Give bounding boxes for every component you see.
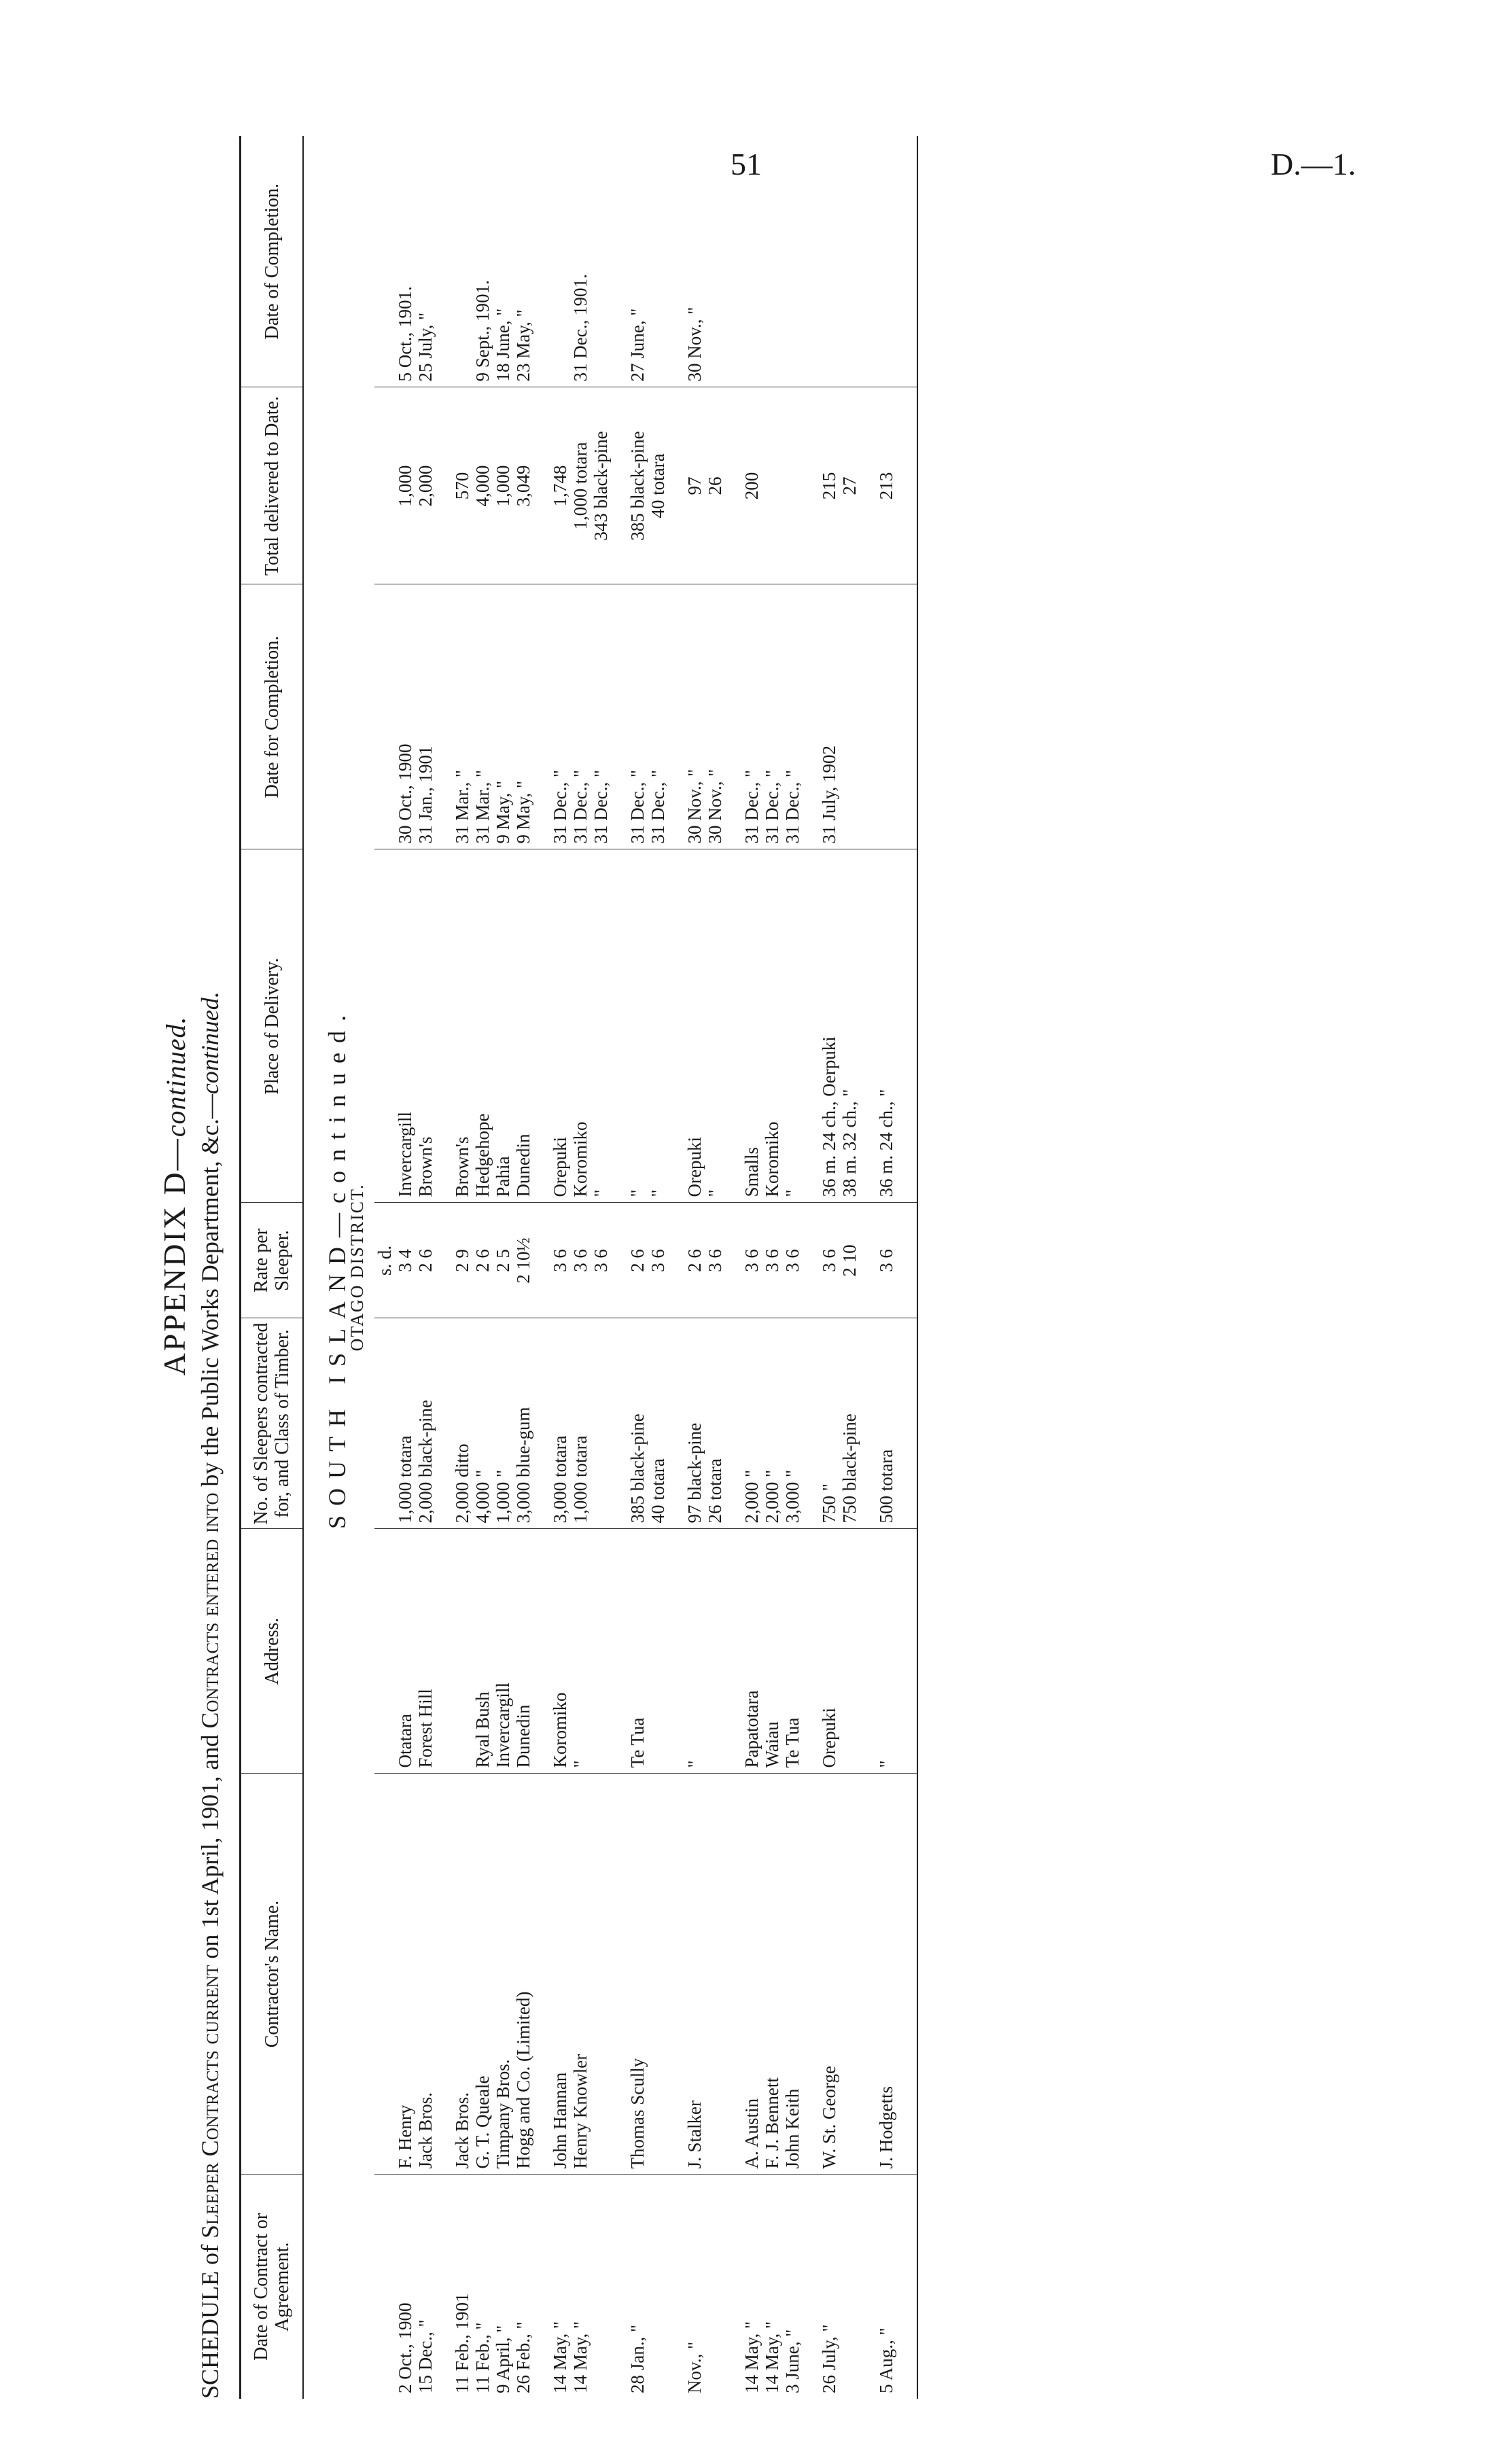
cell-total: 27	[839, 387, 860, 584]
cell-number: 4,000 "	[472, 1318, 493, 1529]
cell-completion: 9 May, "	[493, 584, 513, 849]
cell-address: Te Tua	[782, 1529, 803, 1774]
cell-place: Smalls	[725, 849, 762, 1203]
document-code: D.—1.	[1271, 147, 1356, 181]
cell-number: 2,000 "	[762, 1318, 782, 1529]
cell-place: "	[648, 849, 668, 1203]
cell-address: Papatotara	[725, 1529, 762, 1774]
cell-completion: 30 Nov., "	[705, 584, 725, 849]
cell-date: 11 Feb., 1901	[452, 2293, 472, 2393]
cell-total: 40 totara	[648, 387, 668, 584]
cell-total	[782, 387, 803, 584]
cell-completion	[860, 584, 896, 849]
table-row	[436, 136, 472, 2399]
cell-number: 385 black-pine	[611, 1318, 648, 1529]
cell-rate: 2 9	[436, 1203, 472, 1318]
cell-completion: 31 Dec., "	[725, 584, 762, 849]
cell-rate: 2 6	[611, 1203, 648, 1318]
cell-completion: 31 Dec., "	[762, 584, 782, 849]
cell-date	[591, 2175, 611, 2399]
cell-done	[860, 136, 896, 387]
cell-place: 36 m. 24 ch., "	[860, 849, 896, 1203]
table-row	[668, 136, 705, 2399]
cell-number: 1,000 totara	[570, 1318, 591, 1529]
cell-number: 97 black-pine	[668, 1318, 705, 1529]
cell-address	[591, 1529, 611, 1774]
cell-completion: 31 Dec., "	[570, 584, 591, 849]
table-row	[782, 136, 803, 2399]
cell-done	[533, 136, 570, 387]
cell-date: 3 June, "	[782, 2329, 803, 2393]
cell-place: Koromiko	[762, 849, 782, 1203]
appendix-continued: continued.	[160, 1016, 191, 1138]
cell-place: Brown's	[436, 849, 472, 1203]
cell-place: "	[782, 849, 803, 1203]
cell-rate: 3 6	[533, 1203, 570, 1318]
cell-address: "	[570, 1529, 591, 1774]
cell-address: Invercargill	[493, 1529, 513, 1774]
cell-total: 1,000	[395, 387, 415, 584]
cell-rate: 3 6	[803, 1203, 839, 1318]
cell-total: 26	[705, 387, 725, 584]
cell-date: 26 July, "	[819, 2324, 839, 2393]
cell-total: 343 black-pine	[591, 387, 611, 584]
cell-address: "	[668, 1529, 705, 1774]
cell-name: J. Hodgetts	[860, 1774, 896, 2175]
header-done: Date of Completion.	[241, 136, 304, 387]
cell-rate: 3 6	[860, 1203, 896, 1318]
cell-completion: 30 Oct., 1900	[395, 584, 415, 849]
cell-date: 28 Jan., "	[627, 2324, 648, 2393]
header-completion: Date for Completion.	[241, 584, 304, 849]
cell-rate: 2 10½	[513, 1203, 533, 1318]
cell-name: Timpany Bros.	[493, 1774, 513, 2175]
cell-number: 26 totara	[705, 1318, 725, 1529]
table-row	[803, 136, 839, 2399]
cell-date: Nov., "	[684, 2341, 705, 2393]
cell-number: 500 totara	[860, 1318, 896, 1529]
table-row	[395, 136, 415, 2399]
rotated-schedule	[156, 136, 1033, 2399]
cell-number: 3,000 blue-gum	[513, 1318, 533, 1529]
cell-date: 26 Feb., "	[513, 2321, 533, 2393]
cell-name: Henry Knowler	[570, 1774, 591, 2175]
cell-name	[591, 1774, 611, 2175]
cell-name: Jack Bros.	[436, 1774, 472, 2175]
cell-name: John Hannan	[533, 1774, 570, 2175]
cell-date	[648, 2175, 668, 2399]
table-row	[860, 136, 896, 2399]
cell-done: 5 Oct., 1901.	[395, 136, 415, 387]
cell-number: 750 black-pine	[839, 1318, 860, 1529]
cell-number: 1,000 "	[493, 1318, 513, 1529]
cell-done: 31 Dec., 1901.	[570, 136, 591, 387]
cell-address	[705, 1529, 725, 1774]
cell-name: F. J. Bennett	[762, 1774, 782, 2175]
section-row	[303, 136, 347, 2399]
cell-completion: 31 Dec., "	[782, 584, 803, 849]
appendix-title	[156, 890, 192, 1502]
cell-total: 2,000	[415, 387, 436, 584]
cell-date: 14 May, "	[762, 2321, 782, 2393]
cell-place: Invercargill	[395, 849, 415, 1203]
cell-place: Brown's	[415, 849, 436, 1203]
cell-place: "	[591, 849, 611, 1203]
table-row	[611, 136, 648, 2399]
cell-address: Ryal Bush	[472, 1529, 493, 1774]
cell-done	[591, 136, 611, 387]
cell-completion: 31 July, 1902	[803, 584, 839, 849]
cell-done: 23 May, "	[513, 136, 533, 387]
table-row	[648, 136, 668, 2399]
cell-rate: 2 5	[493, 1203, 513, 1318]
cell-total: 4,000	[472, 387, 493, 584]
page-number: 51	[731, 147, 762, 181]
cell-name: J. Stalker	[668, 1774, 705, 2175]
cell-total: 213	[860, 387, 896, 584]
cell-name: W. St. George	[803, 1774, 839, 2175]
cell-completion: 31 Dec., "	[591, 584, 611, 849]
cell-number: 2,000 ditto	[436, 1318, 472, 1529]
appendix-label: APPENDIX D—	[157, 1137, 192, 1376]
units-row	[374, 136, 395, 2399]
cell-completion: 9 May, "	[513, 584, 533, 849]
cell-done	[436, 136, 472, 387]
cell-rate: 3 6	[570, 1203, 591, 1318]
cell-total: 215	[803, 387, 839, 584]
cell-done	[762, 136, 782, 387]
cell-completion: 30 Nov., "	[668, 584, 705, 849]
header-address: Address.	[241, 1529, 304, 1774]
cell-address: Waiau	[762, 1529, 782, 1774]
district-heading: OTAGO DISTRICT.	[347, 1183, 367, 1352]
contracts-table	[239, 136, 918, 2399]
cell-total: 385 black-pine	[611, 387, 648, 584]
header-number: No. of Sleepers contracted for, and Class of Timber.	[241, 1318, 304, 1529]
section-heading: SOUTH ISLAND—continued.	[323, 1006, 351, 1529]
cell-done: 18 June, "	[493, 136, 513, 387]
cell-address	[839, 1529, 860, 1774]
cell-completion: 31 Mar., "	[436, 584, 472, 849]
cell-total: 1,000	[493, 387, 513, 584]
cell-date: 14 May, "	[550, 2321, 570, 2393]
cell-address: Orepuki	[803, 1529, 839, 1774]
header-date: Date of Contract or Agreement.	[241, 2175, 304, 2399]
header-rate: Rate per Sleeper.	[241, 1203, 304, 1318]
cell-rate: 2 10	[839, 1203, 860, 1318]
cell-address	[436, 1529, 472, 1774]
cell-name	[839, 1774, 860, 2175]
rate-units: s. d.	[374, 1203, 395, 1318]
header-row	[241, 136, 304, 2399]
cell-number: 2,000 "	[725, 1318, 762, 1529]
cell-place: 38 m. 32 ch., "	[839, 849, 860, 1203]
cell-place: 36 m. 24 ch., Oerpuki	[803, 849, 839, 1203]
cell-completion: 31 Dec., "	[611, 584, 648, 849]
cell-done	[705, 136, 725, 387]
header-place: Place of Delivery.	[241, 849, 304, 1203]
cell-rate: 3 4	[395, 1203, 415, 1318]
header-name: Contractor's Name.	[241, 1774, 304, 2175]
cell-rate: 3 6	[725, 1203, 762, 1318]
table-row	[762, 136, 782, 2399]
cell-done: 25 July, "	[415, 136, 436, 387]
cell-name: Jack Bros.	[415, 1774, 436, 2175]
cell-number: 2,000 black-pine	[415, 1318, 436, 1529]
cell-completion: 31 Dec., "	[648, 584, 668, 849]
table-row	[591, 136, 611, 2399]
cell-done	[725, 136, 762, 387]
cell-total	[762, 387, 782, 584]
cell-address: Forest Hill	[415, 1529, 436, 1774]
cell-address: Dunedin	[513, 1529, 533, 1774]
cell-completion: 31 Jan., 1901	[415, 584, 436, 849]
cell-total: 3,049	[513, 387, 533, 584]
cell-name: Thomas Scully	[611, 1774, 648, 2175]
table-row	[533, 136, 570, 2399]
cell-rate: 3 6	[705, 1203, 725, 1318]
cell-rate: 3 6	[782, 1203, 803, 1318]
cell-place: Orepuki	[668, 849, 705, 1203]
cell-name	[705, 1774, 725, 2175]
table-row	[472, 136, 493, 2399]
cell-place: Hedgehope	[472, 849, 493, 1203]
cell-done: 30 Nov., "	[668, 136, 705, 387]
cell-place: "	[611, 849, 648, 1203]
district-row	[347, 136, 374, 2399]
cell-number: 3,000 totara	[533, 1318, 570, 1529]
cell-place: Koromiko	[570, 849, 591, 1203]
cell-rate: 3 6	[591, 1203, 611, 1318]
cell-name: Hogg and Co. (Limited)	[513, 1774, 533, 2175]
cell-name: A. Austin	[725, 1774, 762, 2175]
cell-address: Koromiko	[533, 1529, 570, 1774]
cell-date: 11 Feb., "	[472, 2322, 493, 2393]
cell-rate: 3 6	[648, 1203, 668, 1318]
cell-rate: 2 6	[472, 1203, 493, 1318]
schedule-subtitle: SCHEDULE of Sleeper Contracts current on 1st April, 1901, and Contracts entered into by the Public Works Department, &c.—continued.	[196, 991, 224, 2399]
cell-place: Pahia	[493, 849, 513, 1203]
cell-name: F. Henry	[395, 1774, 415, 2175]
cell-rate: 2 6	[668, 1203, 705, 1318]
cell-done	[803, 136, 839, 387]
cell-date: 14 May, "	[570, 2321, 591, 2393]
cell-total: 570	[436, 387, 472, 584]
cell-done	[648, 136, 668, 387]
table-row	[839, 136, 860, 2399]
cell-name	[648, 1774, 668, 2175]
cell-done: 9 Sept., 1901.	[472, 136, 493, 387]
table-row	[415, 136, 436, 2399]
cell-number: 40 totara	[648, 1318, 668, 1529]
cell-total: 97	[668, 387, 705, 584]
cell-date: 14 May, "	[741, 2321, 762, 2393]
cell-number: 750 "	[803, 1318, 839, 1529]
table-row	[725, 136, 762, 2399]
cell-name: G. T. Queale	[472, 1774, 493, 2175]
table-bottom-rule	[896, 136, 917, 2399]
cell-address: Otatara	[395, 1529, 415, 1774]
cell-done: 27 June, "	[611, 136, 648, 387]
table-row	[705, 136, 725, 2399]
cell-completion: 31 Dec., "	[533, 584, 570, 849]
cell-date: 5 Aug., "	[876, 2327, 896, 2393]
table-row	[570, 136, 591, 2399]
cell-number	[591, 1318, 611, 1529]
cell-place: Orepuki	[533, 849, 570, 1203]
table-row	[493, 136, 513, 2399]
cell-rate: 3 6	[762, 1203, 782, 1318]
cell-place: "	[705, 849, 725, 1203]
cell-address: "	[860, 1529, 896, 1774]
cell-completion	[839, 584, 860, 849]
cell-address: Te Tua	[611, 1529, 648, 1774]
cell-date: 15 Dec., "	[415, 2319, 436, 2393]
cell-number: 3,000 "	[782, 1318, 803, 1529]
cell-date	[839, 2175, 860, 2399]
header-total: Total delivered to Date.	[241, 387, 304, 584]
cell-total: 1,000 totara	[570, 387, 591, 584]
cell-number: 1,000 totara	[395, 1318, 415, 1529]
cell-date: 2 Oct., 1900	[395, 2302, 415, 2393]
cell-done	[839, 136, 860, 387]
cell-completion: 31 Mar., "	[472, 584, 493, 849]
cell-address	[648, 1529, 668, 1774]
cell-rate: 2 6	[415, 1203, 436, 1318]
cell-name: John Keith	[782, 1774, 803, 2175]
cell-done	[782, 136, 803, 387]
cell-date	[705, 2175, 725, 2399]
cell-total: 1,748	[533, 387, 570, 584]
cell-date: 9 April, "	[493, 2325, 513, 2393]
table-row	[513, 136, 533, 2399]
cell-total: 200	[725, 387, 762, 584]
cell-place: Dunedin	[513, 849, 533, 1203]
